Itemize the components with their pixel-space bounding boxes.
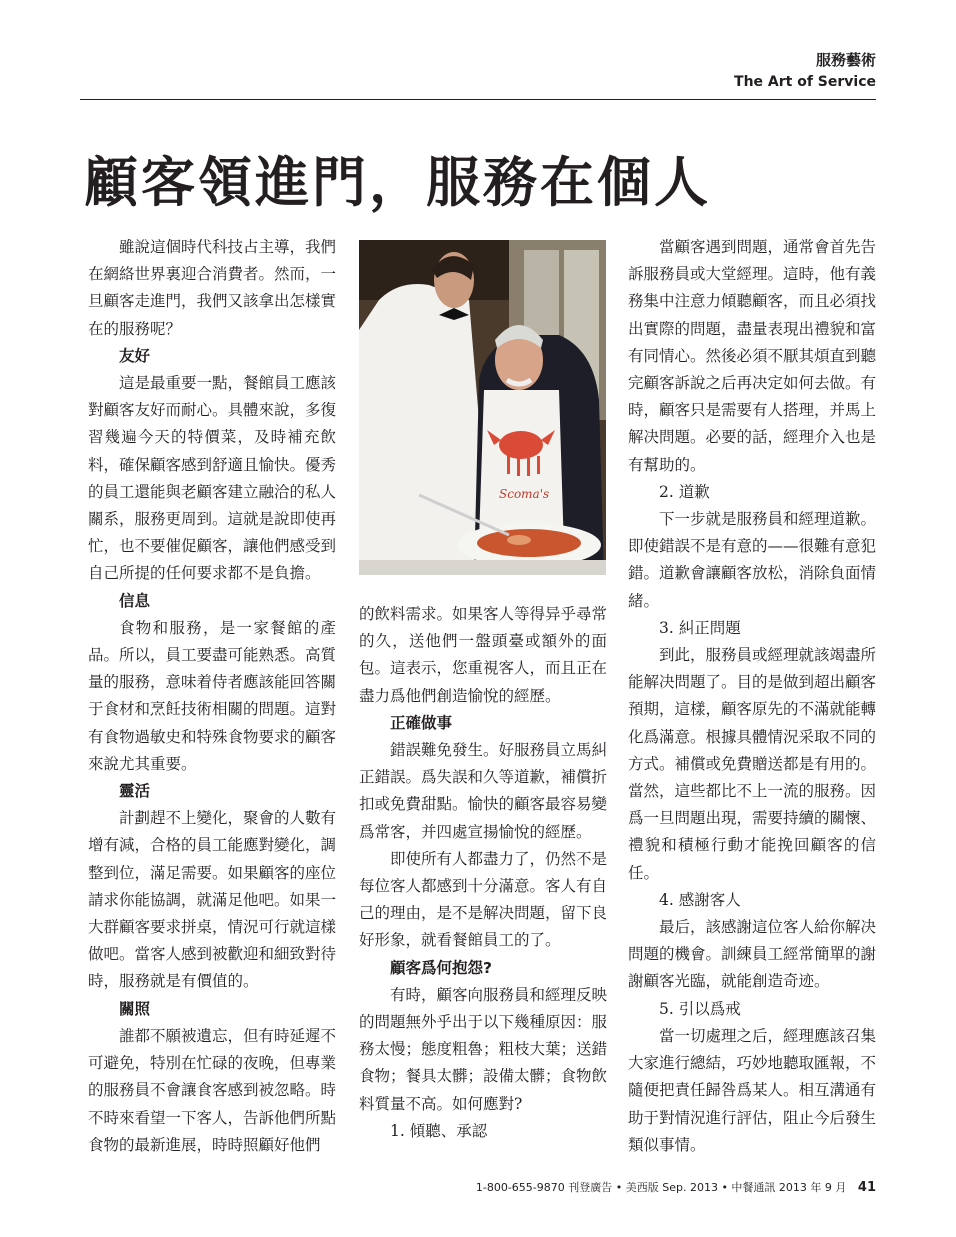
step-4-label: 4. 感謝客人 xyxy=(659,890,741,909)
paragraph-friendly: 這是最重要一點，餐館員工應該對顧客友好而耐心。具體來說，多復習幾遍今天的特價菜，及時補充飲料，確保顧客感到舒適且愉快。優秀的員工還能與老顧客建立融洽的私人關系，服務更周到。這就是說即使再忙，也不要催促顧客，讓他們感受到自己所提的任何要求都不是負擔。 xyxy=(88,374,337,583)
footer-info: 1-800-655-9870 刊登廣告 • 美西版 Sep. 2013 • 中餐通訊 2013 年 9 月 xyxy=(475,1181,847,1194)
intro-paragraph: 雖說這個時代科技占主導，我們在網絡世界裏迎合消費者。然而，一旦顧客走進門，我們又該拿出怎樣實在的服務呢？ xyxy=(88,238,337,338)
paragraph-care-continued: 的飲料需求。如果客人等得异乎尋常的久，送他們一盤頭臺或額外的面包。這表示，您重視客人，而且正在盡力爲他們創造愉悅的經歷。 xyxy=(359,605,608,705)
section-label-en: The Art of Service xyxy=(734,74,876,91)
paragraph-care: 誰都不願被遺忘，但有時延遲不可避免，特別在忙碌的夜晚，但專業的服務員不會讓食客感到被忽略。時不時來看望一下客人，告訴他們所點食物的最新進展，時時照顧好他們 xyxy=(88,1026,337,1154)
page-number: 41 xyxy=(857,1180,876,1195)
subheading-care: 關照 xyxy=(119,999,151,1018)
paragraph-step-2: 下一步就是服務員和經理道歉。即使錯誤不是有意的——很難有意犯錯。道歉會讓顧客放松，消除負面情緒。 xyxy=(628,510,877,610)
paragraph-info: 食物和服務，是一家餐館的產品。所以，員工要盡可能熟悉。高質量的服務，意味着侍者應該能回答關于食材和烹飪技術相關的問題。這對有食物過敏史和特殊食物要求的顧客來說尤其重要。 xyxy=(88,618,337,773)
step-2-label: 2. 道歉 xyxy=(659,482,710,501)
bib-logo-text: Scoma's xyxy=(499,487,550,501)
subheading-friendly: 友好 xyxy=(119,346,151,365)
article-title: 顧客領進門，服務在個人 xyxy=(84,150,711,214)
column-2 xyxy=(359,601,607,1145)
section-label-zh: 服務藝術 xyxy=(815,51,876,69)
column-1 xyxy=(88,234,336,1159)
paragraph-step-1: 當顧客遇到問題，通常會首先告訴服務員或大堂經理。這時，他有義務集中注意力傾聽顧客，而且必須找出實際的問題，盡量表現出禮貌和富有同情心。然後必須不厭其煩直到聽完顧客訴說之后再决定如何去做。有時，顧客只是需要有人搭理，并馬上解决問題。必要的話，經理介入也是有幫助的。 xyxy=(628,238,877,474)
column-3 xyxy=(628,234,876,1159)
paragraph-step-3: 到此，服務員或經理就該竭盡所能解决問題了。目的是做到超出顧客預期，這樣，顧客原先的不滿就能轉化爲滿意。根據具體情況采取不同的方式。補償或免費贈送都是有用的。當然，這些都比不上一流的服務。因爲一旦問題出現，需要持續的關懷、禮貌和積極行動才能挽回顧客的信任。 xyxy=(628,646,877,882)
paragraph-step-5: 當一切處理之后，經理應該召集大家進行總結，巧妙地聽取匯報，不隨便把責任歸咎爲某人。相互溝通有助于對情況進行評估，阻止今后發生類似事情。 xyxy=(628,1026,877,1154)
subheading-info: 信息 xyxy=(119,591,151,610)
step-5-label: 5. 引以爲戒 xyxy=(659,999,741,1018)
paragraph-do-right-1: 錯誤難免發生。好服務員立馬糾正錯誤。爲失誤和久等道歉，補償折扣或免費甜點。愉快的顧客最容易變爲常客，并四處宣揚愉悅的經歷。 xyxy=(359,741,608,841)
paragraph-why-complain: 有時，顧客向服務員和經理反映的問題無外乎出于以下幾種原因：服務太慢；態度粗魯；粗枝大葉；送錯食物；餐具太髒；設備太髒；食物飲料質量不高。如何應對? xyxy=(359,985,608,1113)
subheading-why-complain: 顧客爲何抱怨? xyxy=(390,958,492,977)
header-rule xyxy=(80,99,876,100)
page-footer xyxy=(476,1179,876,1195)
restaurant-photo xyxy=(359,240,606,575)
subheading-do-right: 正確做事 xyxy=(390,713,453,732)
section-header xyxy=(734,50,876,92)
paragraph-step-4: 最后，該感謝這位客人給你解决問題的機會。訓練員工經常簡單的謝謝顧客光臨，就能創造奇迹。 xyxy=(628,918,877,991)
step-3-label: 3. 糾正問題 xyxy=(659,618,741,637)
paragraph-do-right-2: 即使所有人都盡力了，仍然不是每位客人都感到十分滿意。客人有自己的理由，是不是解决問題，留下良好形象，就看餐館員工的了。 xyxy=(359,849,608,950)
step-1-label: 1. 傾聽、承認 xyxy=(390,1121,488,1140)
subheading-flexible: 靈活 xyxy=(119,782,151,801)
paragraph-flexible: 計劃趕不上變化，聚會的人數有增有減，合格的員工能應對變化，調整到位，滿足需要。如果顧客的座位請求你能協調，就滿足他吧。如果一大群顧客要求拼桌，情況可行就這樣做吧。當客人感到被歡迎和細致對待時，服務就是有價值的。 xyxy=(88,809,337,991)
